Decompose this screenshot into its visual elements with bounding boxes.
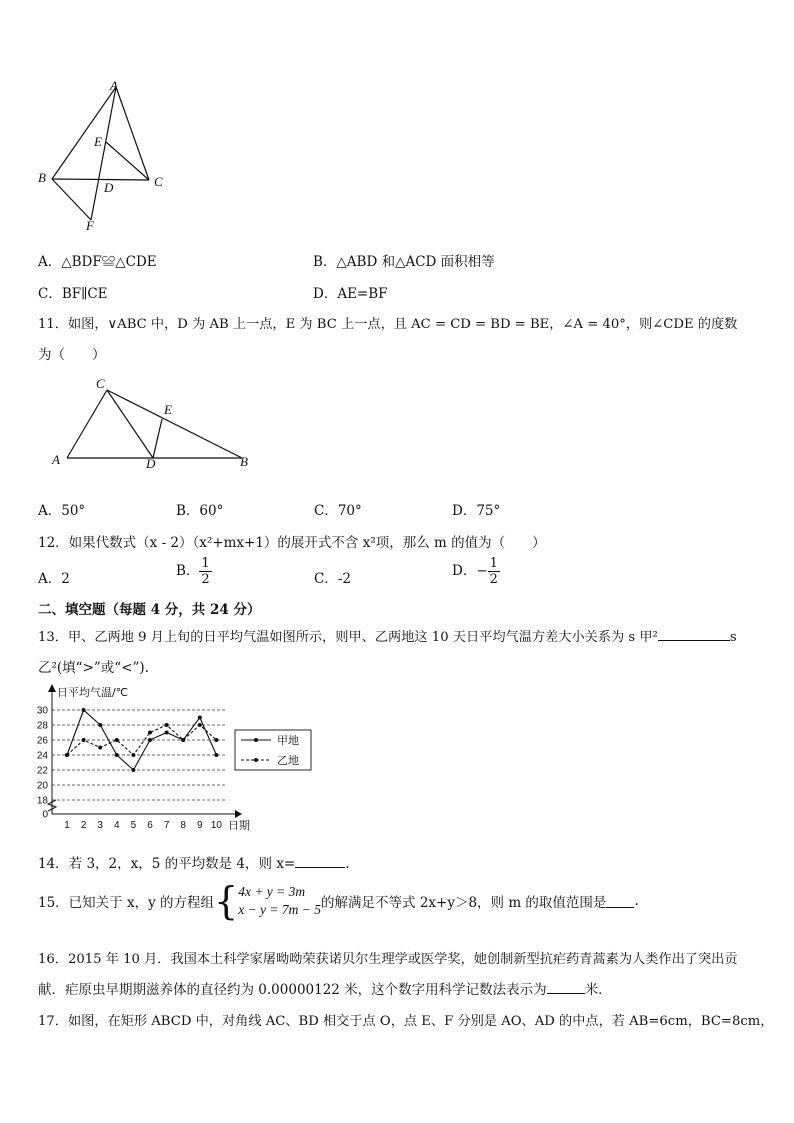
q11-option-a: A．50°	[38, 503, 86, 519]
q12-option-c: C．-2	[314, 571, 351, 587]
x-tick-label: 10	[210, 820, 222, 831]
data-point	[98, 746, 102, 750]
data-point	[115, 738, 119, 742]
legend-box	[235, 730, 311, 770]
y-tick-label: 24	[36, 750, 48, 762]
segment-af	[91, 87, 116, 220]
data-point	[165, 731, 169, 735]
segment-cb	[107, 390, 242, 458]
q13-stem-line2: 乙²(填“>”或“<”).	[38, 660, 149, 676]
q10-option-d: D．AE=BF	[313, 286, 388, 302]
x-axis-label: 日期	[228, 819, 250, 832]
label-d: D	[146, 456, 156, 471]
y-axis-arrow	[48, 684, 56, 692]
q11-stem-line2: 为（ ）	[38, 347, 106, 363]
q16-answer-blank[interactable]	[547, 980, 585, 994]
legend-label: 甲地	[277, 734, 299, 747]
label-e: E	[94, 134, 102, 149]
q12-option-b-fraction	[199, 556, 211, 587]
data-point	[214, 738, 218, 742]
y-tick-label: 26	[36, 735, 48, 747]
denominator: 2	[489, 572, 498, 587]
q10-option-a: A．△BDF≌△CDE	[38, 254, 157, 270]
segment-ca	[67, 390, 107, 458]
numerator: 1	[489, 556, 498, 571]
y-tick-label: 28	[36, 720, 48, 732]
x-tick-label: 3	[97, 820, 103, 831]
segment-bf	[52, 179, 91, 220]
y-tick-label: 18	[36, 795, 48, 807]
q10-option-c: C．BF∥CE	[38, 286, 108, 302]
label-c: C	[154, 174, 163, 189]
x-tick-label: 6	[147, 820, 153, 831]
system-brace: {	[214, 879, 239, 923]
x-tick-label: 1	[64, 820, 70, 831]
segment-bc	[52, 179, 149, 180]
q12-option-b-prefix: B．	[176, 563, 200, 579]
label-e: E	[164, 402, 172, 417]
x-tick-label: 7	[163, 820, 170, 831]
data-point	[115, 753, 119, 757]
q15-text-b: 的解满足不等式 2x+y＞8，则 m 的取值范围是	[321, 895, 607, 911]
q14-text-a: 14．若 3，2，x，5 的平均数是 4，则 x=	[38, 856, 296, 872]
label-f: F	[86, 218, 94, 233]
temperature-chart	[30, 684, 320, 834]
y-tick-label: 0	[42, 809, 48, 821]
data-point	[148, 731, 152, 735]
q12-option-a: A．2	[38, 571, 70, 587]
data-point	[214, 753, 218, 757]
q15-answer-blank[interactable]	[606, 894, 634, 908]
x-tick-label: 8	[180, 820, 186, 831]
q11-option-b: B．60°	[176, 503, 224, 519]
q15-text-c: .	[634, 893, 639, 909]
data-point	[181, 738, 185, 742]
data-point	[98, 723, 102, 727]
label-b: B	[240, 454, 248, 469]
data-point	[148, 738, 152, 742]
q16-line2	[38, 978, 612, 998]
segment-ab	[52, 87, 116, 179]
q16-text-a: 献．疟原虫早期期滋养体的直径约为 0.00000122 米，这个数字用科学记数法表示为	[38, 982, 547, 998]
denominator: 2	[201, 572, 210, 587]
x-tick-label: 2	[80, 820, 87, 831]
q15-text-a: 15．已知关于 x，y 的方程组	[38, 895, 215, 911]
x-tick-label: 9	[197, 820, 203, 831]
data-point	[65, 753, 69, 757]
y-axis-label: 日平均气温/℃	[57, 686, 129, 699]
q10-option-b: B．△ABD 和△ACD 面积相等	[313, 254, 495, 270]
q11-option-c: C．70°	[314, 503, 362, 519]
q16-line1: 16．2015 年 10 月．我国本土科学家屠呦呦荣获诺贝尔生理学或医学奖，她创制新型抗疟药青蒿素为人类作出了突出贡	[38, 952, 738, 967]
data-point	[198, 723, 202, 727]
x-tick-label: 5	[130, 820, 137, 831]
legend-marker	[254, 738, 258, 742]
label-d: D	[104, 180, 114, 195]
q13-stem-line1	[38, 626, 737, 645]
figure-q11	[48, 374, 258, 474]
segment-cd	[107, 390, 153, 458]
data-point	[198, 716, 202, 720]
legend-label: 乙地	[277, 754, 299, 767]
numerator: 1	[201, 556, 210, 571]
q13-text-b: s	[729, 630, 737, 645]
data-point	[131, 753, 135, 757]
label-c: C	[96, 376, 105, 391]
q16-text-b: 米．	[584, 982, 612, 998]
q12-option-d-fraction	[488, 556, 500, 587]
label-a: A	[110, 78, 118, 93]
data-point	[131, 768, 135, 772]
y-tick-label: 20	[36, 780, 48, 792]
q12-option-b	[176, 556, 212, 587]
data-point	[165, 723, 169, 727]
q11-stem-line1: 11．如图，∨ABC 中，D 为 AB 上一点，E 为 BC 上一点，且 AC = CD = BD = BE，∠A = 40°，则∠CDE 的度数	[38, 317, 738, 332]
segment-de	[153, 419, 162, 458]
q14-stem	[38, 852, 350, 872]
label-b: B	[38, 170, 46, 185]
y-tick-label: 22	[36, 765, 48, 777]
section-title: 二、填空题（每题 4 分，共 24 分）	[38, 602, 261, 618]
q13-answer-blank[interactable]	[658, 627, 730, 641]
legend-marker	[254, 758, 258, 762]
q14-text-b: .	[345, 856, 350, 872]
x-axis-arrow	[235, 810, 242, 818]
equation-system	[238, 883, 321, 919]
equation-2: x − y = 7m − 5	[238, 902, 322, 917]
x-tick-label: 4	[114, 820, 120, 831]
y-tick-label: 30	[36, 705, 48, 717]
q12-stem: 12．如果代数式（x - 2）（x²+mx+1）的展开式不含 x²项，那么 m 的值为（ ）	[38, 535, 546, 551]
q11-option-d: D．75°	[452, 503, 501, 519]
figure-q10	[30, 78, 180, 234]
q17-line1: 17．如图，在矩形 ABCD 中，对角线 AC、BD 相交于点 O，点 E、F 分别是 AO、AD 的中点，若 AB=6cm，BC=8cm，	[38, 1014, 774, 1029]
data-point	[82, 738, 86, 742]
axis-break	[48, 800, 56, 811]
q14-answer-blank[interactable]	[295, 854, 345, 868]
equation-1: 4x + y = 3m	[238, 884, 306, 899]
data-point	[82, 708, 86, 712]
q12-option-d-prefix: D．−	[452, 563, 488, 579]
label-a: A	[52, 452, 60, 467]
q15-stem	[38, 879, 639, 923]
q12-option-d	[452, 556, 500, 587]
q13-text-a: 13．甲、乙两地 9 月上旬的日平均气温如图所示，则甲、乙两地这 10 天日平均气温方差大小关系为 s 甲²	[38, 630, 658, 645]
